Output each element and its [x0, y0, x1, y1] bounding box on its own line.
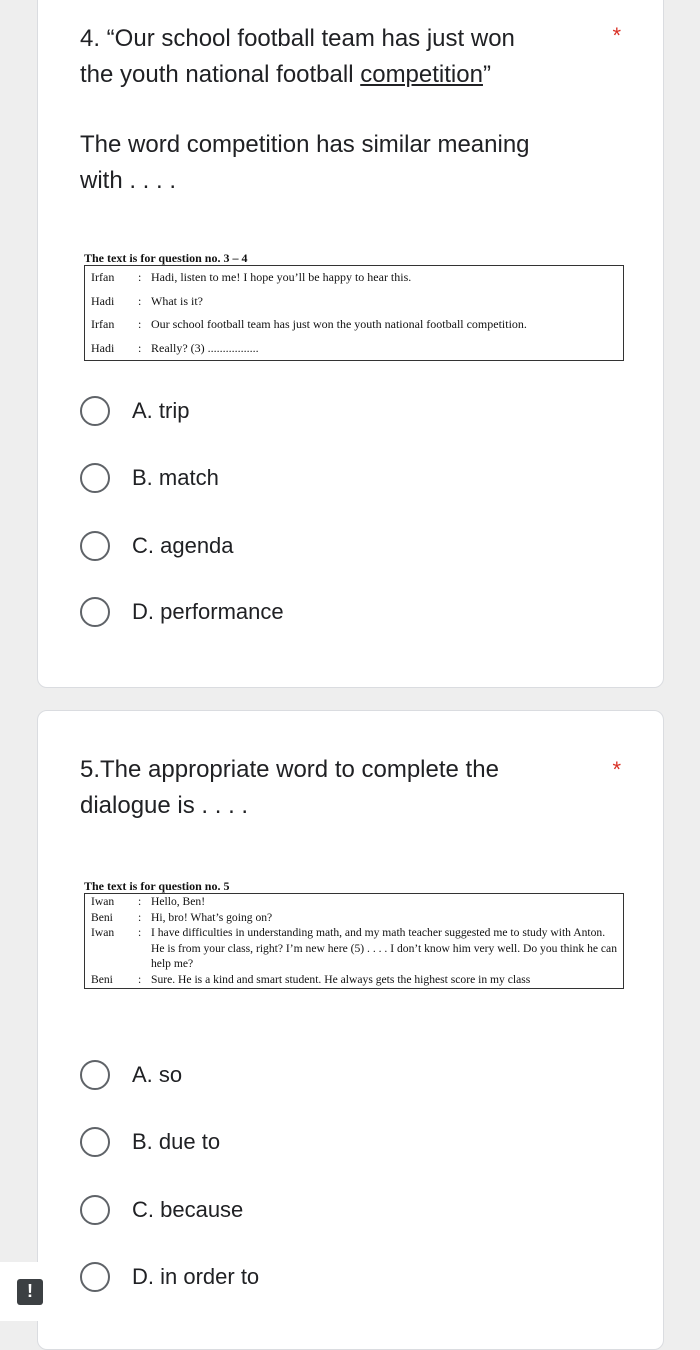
option-label: D. performance — [132, 599, 284, 624]
option-label: C. because — [132, 1197, 244, 1222]
question-4-title-line1: 4. “Our school football team has just won — [80, 25, 515, 52]
colon: : — [138, 340, 142, 355]
dialogue-row — [85, 290, 624, 314]
dialogue-text: Hello, Ben! — [151, 895, 206, 908]
colon: : — [138, 895, 142, 908]
option-label: B. match — [132, 465, 219, 490]
question-4-title-line2 — [80, 57, 580, 93]
speaker: Irfan — [91, 270, 115, 284]
speaker: Iwan — [91, 926, 115, 940]
dialogue-table — [84, 893, 624, 989]
question-4-title — [80, 21, 580, 93]
option-b-match[interactable] — [80, 458, 219, 498]
speaker: Beni — [91, 972, 113, 986]
dialogue-row — [85, 910, 624, 926]
option-label: A. trip — [132, 398, 190, 423]
colon: : — [138, 293, 142, 308]
option-b-due-to[interactable] — [80, 1122, 220, 1162]
colon: : — [138, 317, 142, 331]
question-5-title-line1: 5.The appropriate word to complete the — [80, 756, 499, 783]
exclamation-icon: ! — [17, 1279, 43, 1305]
question-5-title-line2: dialogue is . . . . — [80, 792, 249, 819]
option-a-so[interactable] — [80, 1055, 182, 1095]
question-4-underlined-word: competition — [360, 61, 483, 88]
speaker: Iwan — [91, 895, 115, 908]
colon: : — [138, 910, 142, 924]
colon: : — [138, 972, 142, 986]
alert-button[interactable] — [0, 1262, 60, 1321]
option-label: C. agenda — [132, 533, 234, 558]
question-4-subtitle — [80, 127, 580, 199]
radio-button[interactable] — [80, 1127, 110, 1157]
radio-button[interactable] — [80, 597, 110, 627]
speaker: Beni — [91, 910, 113, 924]
question-4-closing-quote: ” — [482, 61, 491, 88]
dialogue-table — [84, 265, 624, 361]
dialogue-row — [85, 313, 624, 337]
dialogue-row — [85, 337, 624, 361]
dialogue-text: Really? (3) ................. — [151, 340, 259, 355]
radio-button[interactable] — [80, 463, 110, 493]
option-a-trip[interactable] — [80, 391, 189, 431]
required-asterisk: * — [612, 757, 621, 782]
radio-button[interactable] — [80, 1262, 110, 1292]
question-4-subtitle-line1: The word competition has similar meaning — [80, 131, 530, 158]
required-asterisk: * — [612, 23, 621, 48]
question-card-4 — [37, 0, 664, 688]
speaker: Hadi — [91, 293, 115, 308]
dialogue-row — [85, 925, 624, 972]
dialogue-text: Hi, bro! What’s going on? — [151, 910, 273, 924]
radio-button[interactable] — [80, 1060, 110, 1090]
speaker: Hadi — [91, 340, 115, 355]
radio-button[interactable] — [80, 531, 110, 561]
option-label: A. so — [132, 1062, 183, 1087]
colon: : — [138, 270, 142, 284]
dialogue-text: What is it? — [151, 293, 203, 308]
option-c-agenda[interactable] — [80, 526, 234, 566]
passage-title: The text is for question no. 5 — [84, 879, 230, 893]
question-card-5 — [37, 710, 664, 1350]
option-label: B. due to — [132, 1129, 221, 1154]
dialogue-row — [85, 972, 624, 988]
dialogue-row — [85, 894, 624, 910]
radio-button[interactable] — [80, 396, 110, 426]
option-d-performance[interactable] — [80, 592, 284, 632]
dialogue-text: I have difficulties in understanding math, and my math teacher suggested me to study with Anton. He is from your class, right? I’m new here (5) . . . . I don’t know him very well. Do you think he can help me? — [151, 926, 618, 971]
question-4-title-text: the youth national football — [80, 61, 361, 88]
dialogue-text: Sure. He is a kind and smart student. He always gets the highest score in my class — [151, 972, 531, 986]
passage-title: The text is for question no. 3 – 4 — [84, 251, 248, 265]
option-label: D. in order to — [132, 1264, 260, 1289]
radio-button[interactable] — [80, 1195, 110, 1225]
speaker: Irfan — [91, 317, 115, 331]
question-4-subtitle-line2: with . . . . — [80, 167, 177, 194]
dialogue-text: Our school football team has just won the youth national football competition. — [151, 317, 527, 331]
dialogue-row — [85, 266, 624, 290]
colon: : — [138, 926, 142, 940]
dialogue-text: Hadi, listen to me! I hope you’ll be happy to hear this. — [151, 270, 412, 284]
option-d-in-order-to[interactable] — [80, 1257, 259, 1297]
option-c-because[interactable] — [80, 1190, 243, 1230]
question-5-title — [80, 752, 580, 824]
question-4-passage-image — [84, 251, 624, 361]
question-5-passage-image — [84, 879, 624, 989]
